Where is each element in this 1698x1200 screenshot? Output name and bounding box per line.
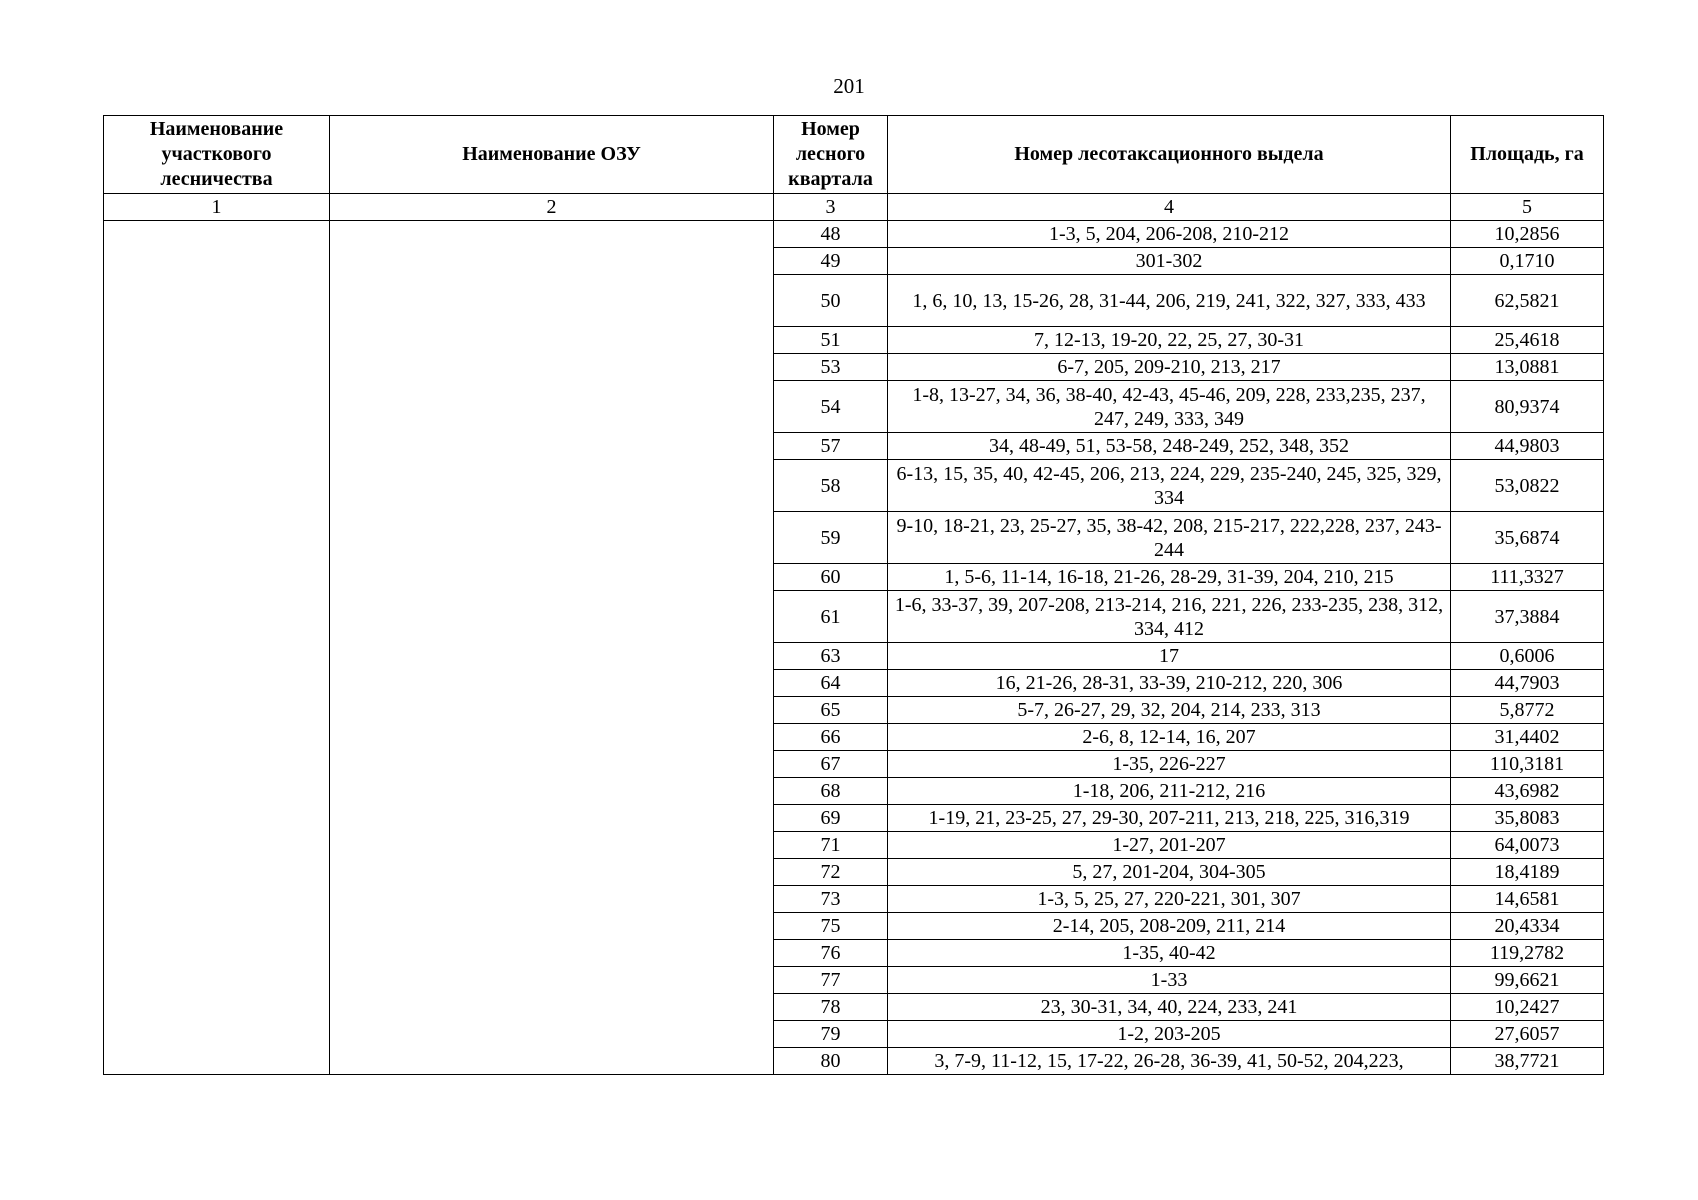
parcels-cell: 5-7, 26-27, 29, 32, 204, 214, 233, 313 — [888, 697, 1451, 724]
ozu-name-cell — [330, 221, 774, 1075]
quarter-cell: 73 — [774, 886, 888, 913]
area-cell: 99,6621 — [1451, 967, 1604, 994]
parcels-cell: 1-6, 33-37, 39, 207-208, 213-214, 216, 221, 226, 233-235, 238, 312, 334, 412 — [888, 591, 1451, 643]
area-cell: 44,7903 — [1451, 670, 1604, 697]
parcels-cell: 1, 5-6, 11-14, 16-18, 21-26, 28-29, 31-39, 204, 210, 215 — [888, 564, 1451, 591]
parcels-cell: 17 — [888, 643, 1451, 670]
area-cell: 62,5821 — [1451, 275, 1604, 327]
district-cell — [104, 221, 330, 1075]
area-cell: 43,6982 — [1451, 778, 1604, 805]
header-parcel-number: Номер лесотаксационного выдела — [888, 116, 1451, 194]
area-cell: 110,3181 — [1451, 751, 1604, 778]
area-cell: 44,9803 — [1451, 433, 1604, 460]
parcels-cell: 1-8, 13-27, 34, 36, 38-40, 42-43, 45-46, 209, 228, 233,235, 237, 247, 249, 333, 349 — [888, 381, 1451, 433]
area-cell: 10,2427 — [1451, 994, 1604, 1021]
parcels-cell: 1-18, 206, 211-212, 216 — [888, 778, 1451, 805]
quarter-cell: 79 — [774, 1021, 888, 1048]
quarter-cell: 59 — [774, 512, 888, 564]
parcels-cell: 5, 27, 201-204, 304-305 — [888, 859, 1451, 886]
quarter-cell: 58 — [774, 460, 888, 512]
parcels-cell: 9-10, 18-21, 23, 25-27, 35, 38-42, 208, 215-217, 222,228, 237, 243-244 — [888, 512, 1451, 564]
parcels-cell: 6-13, 15, 35, 40, 42-45, 206, 213, 224, 229, 235-240, 245, 325, 329, 334 — [888, 460, 1451, 512]
quarter-cell: 67 — [774, 751, 888, 778]
area-cell: 14,6581 — [1451, 886, 1604, 913]
quarter-cell: 72 — [774, 859, 888, 886]
parcels-cell: 7, 12-13, 19-20, 22, 25, 27, 30-31 — [888, 327, 1451, 354]
parcels-cell: 1-2, 203-205 — [888, 1021, 1451, 1048]
parcels-cell: 34, 48-49, 51, 53-58, 248-249, 252, 348, 352 — [888, 433, 1451, 460]
quarter-cell: 71 — [774, 832, 888, 859]
quarter-cell: 76 — [774, 940, 888, 967]
quarter-cell: 51 — [774, 327, 888, 354]
area-cell: 25,4618 — [1451, 327, 1604, 354]
quarter-cell: 54 — [774, 381, 888, 433]
parcels-cell: 1-27, 201-207 — [888, 832, 1451, 859]
parcels-cell: 6-7, 205, 209-210, 213, 217 — [888, 354, 1451, 381]
table-row — [104, 221, 1604, 248]
column-number: 3 — [774, 194, 888, 221]
area-cell: 37,3884 — [1451, 591, 1604, 643]
quarter-cell: 75 — [774, 913, 888, 940]
quarter-cell: 64 — [774, 670, 888, 697]
area-cell: 38,7721 — [1451, 1048, 1604, 1075]
column-number: 1 — [104, 194, 330, 221]
column-number: 4 — [888, 194, 1451, 221]
quarter-cell: 50 — [774, 275, 888, 327]
area-cell: 18,4189 — [1451, 859, 1604, 886]
area-cell: 111,3327 — [1451, 564, 1604, 591]
page-number: 201 — [833, 74, 865, 98]
quarter-cell: 66 — [774, 724, 888, 751]
area-cell: 0,1710 — [1451, 248, 1604, 275]
area-cell: 5,8772 — [1451, 697, 1604, 724]
area-cell: 35,8083 — [1451, 805, 1604, 832]
column-number: 5 — [1451, 194, 1604, 221]
quarter-cell: 49 — [774, 248, 888, 275]
quarter-cell: 65 — [774, 697, 888, 724]
parcels-cell: 1-19, 21, 23-25, 27, 29-30, 207-211, 213, 218, 225, 316,319 — [888, 805, 1451, 832]
quarter-cell: 68 — [774, 778, 888, 805]
parcels-cell: 23, 30-31, 34, 40, 224, 233, 241 — [888, 994, 1451, 1021]
parcels-cell: 1-35, 40-42 — [888, 940, 1451, 967]
quarter-cell: 78 — [774, 994, 888, 1021]
area-cell: 80,9374 — [1451, 381, 1604, 433]
parcels-cell: 1-3, 5, 25, 27, 220-221, 301, 307 — [888, 886, 1451, 913]
area-cell: 119,2782 — [1451, 940, 1604, 967]
area-cell: 10,2856 — [1451, 221, 1604, 248]
parcels-cell: 1, 6, 10, 13, 15-26, 28, 31-44, 206, 219, 241, 322, 327, 333, 433 — [888, 275, 1451, 327]
quarter-cell: 57 — [774, 433, 888, 460]
parcels-cell: 16, 21-26, 28-31, 33-39, 210-212, 220, 306 — [888, 670, 1451, 697]
header-district: Наименование участкового лесничества — [104, 116, 330, 194]
area-cell: 0,6006 — [1451, 643, 1604, 670]
header-ozu-name: Наименование ОЗУ — [330, 116, 774, 194]
area-cell: 20,4334 — [1451, 913, 1604, 940]
header-row — [104, 116, 1604, 194]
area-cell: 27,6057 — [1451, 1021, 1604, 1048]
column-number: 2 — [330, 194, 774, 221]
quarter-cell: 53 — [774, 354, 888, 381]
parcels-cell: 1-35, 226-227 — [888, 751, 1451, 778]
header-area: Площадь, га — [1451, 116, 1604, 194]
quarter-cell: 61 — [774, 591, 888, 643]
parcels-cell: 301-302 — [888, 248, 1451, 275]
parcels-cell: 2-14, 205, 208-209, 211, 214 — [888, 913, 1451, 940]
area-cell: 35,6874 — [1451, 512, 1604, 564]
parcels-cell: 3, 7-9, 11-12, 15, 17-22, 26-28, 36-39, 41, 50-52, 204,223, — [888, 1048, 1451, 1075]
column-number-row — [104, 194, 1604, 221]
quarter-cell: 63 — [774, 643, 888, 670]
parcels-cell: 1-33 — [888, 967, 1451, 994]
quarter-cell: 60 — [774, 564, 888, 591]
parcels-cell: 2-6, 8, 12-14, 16, 207 — [888, 724, 1451, 751]
quarter-cell: 80 — [774, 1048, 888, 1075]
forest-parcels-table — [103, 115, 1604, 1075]
parcels-cell: 1-3, 5, 204, 206-208, 210-212 — [888, 221, 1451, 248]
area-cell: 64,0073 — [1451, 832, 1604, 859]
quarter-cell: 48 — [774, 221, 888, 248]
quarter-cell: 69 — [774, 805, 888, 832]
header-quarter-number: Номер лесного квартала — [774, 116, 888, 194]
area-cell: 31,4402 — [1451, 724, 1604, 751]
quarter-cell: 77 — [774, 967, 888, 994]
area-cell: 13,0881 — [1451, 354, 1604, 381]
area-cell: 53,0822 — [1451, 460, 1604, 512]
